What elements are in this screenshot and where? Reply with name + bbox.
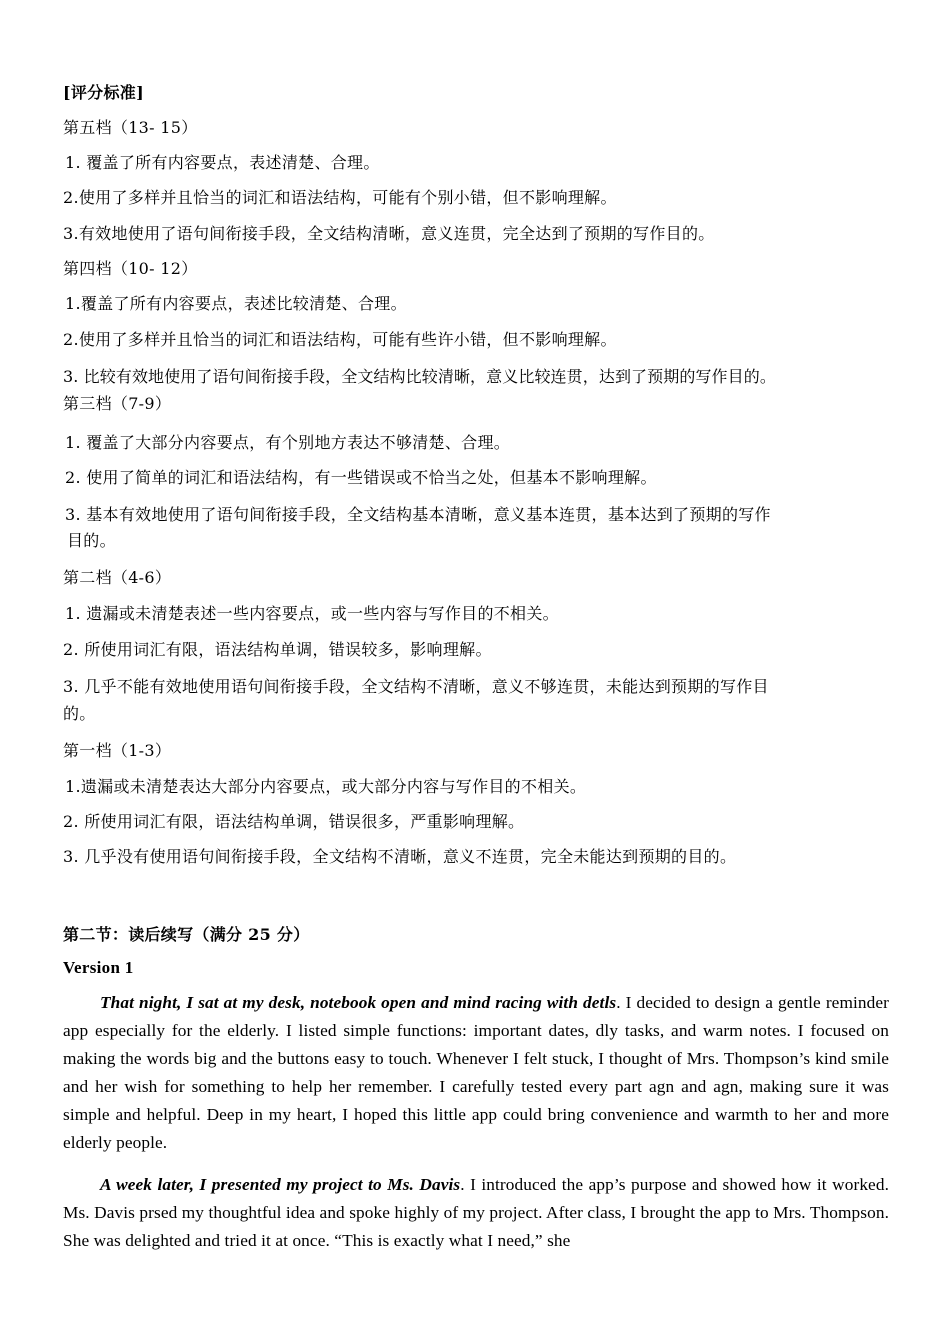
- band-4-item-2: 2.使用了多样并且恰当的词汇和语法结构，可能有些许小错，但不影响理解。: [63, 330, 617, 349]
- band-3-item-1: 1. 覆盖了大部分内容要点，有个别地方表达不够清楚、合理。: [65, 433, 511, 452]
- band-4-item-1: 1.覆盖了所有内容要点，表述比较清楚、合理。: [65, 294, 407, 313]
- essay-paragraph-1: [63, 989, 889, 1157]
- band-3-item-3-cont: 目的。: [67, 531, 116, 550]
- band-3-item-3: 3. 基本有效地使用了语句间衔接手段，全文结构基本清晰，意义基本连贯，基本达到了预期的写作: [65, 505, 771, 524]
- paragraph-1-lead: That night, I sat at my desk, notebook open and mind racing with detls: [100, 993, 617, 1012]
- band-2-item-1: 1. 遗漏或未清楚表述一些内容要点，或一些内容与写作目的不相关。: [65, 604, 559, 623]
- rubric-title: [评分标准]: [63, 83, 144, 102]
- band-5-item-3: 3.有效地使用了语句间衔接手段，全文结构清晰，意义连贯，完全达到了预期的写作目的。: [63, 224, 715, 243]
- paragraph-2-lead: A week later, I presented my project to Ms. Davis: [100, 1175, 461, 1194]
- version-label: Version 1: [63, 958, 134, 977]
- band-3-item-2: 2. 使用了简单的词汇和语法结构，有一些错误或不恰当之处，但基本不影响理解。: [65, 468, 657, 487]
- band-1-item-3: 3. 几乎没有使用语句间衔接手段，全文结构不清晰，意义不连贯，完全未能达到预期的目的。: [63, 847, 737, 866]
- band-2-item-3-cont: 的。: [63, 704, 96, 723]
- essay-paragraph-2: [63, 1171, 889, 1255]
- band-4-item-3: 3. 比较有效地使用了语句间衔接手段，全文结构比较清晰，意义比较连贯，达到了预期的写作目的。: [63, 367, 776, 386]
- band-1-item-1: 1.遗漏或未清楚表达大部分内容要点，或大部分内容与写作目的不相关。: [65, 777, 587, 796]
- paragraph-2-body: . I introduced the app’s purpose and showed how it worked. Ms. Davis prsed my thoughtful idea and spoke highly of my project. After class, I brought the app to Mrs. Thompson. She was delighted and tried it at once. “This is exactly what I need,” she: [63, 1175, 889, 1250]
- band-2-item-3: 3. 几乎不能有效地使用语句间衔接手段，全文结构不清晰，意义不够连贯，未能达到预期的写作目: [63, 677, 769, 696]
- band-4-label: 第四档（10- 12）: [63, 259, 198, 278]
- paragraph-1-body: . I decided to design a gentle reminder app especially for the elderly. I listed simple functions: important dates, dly tasks, and warm notes. I focused on making the words big and the buttons easy to touch. Whenever I felt stuck, I thought of Mrs. Thompson’s kind smile and her wish for something to help her remember. I carefully tested every part agn and agn, making sure it was simple and helpful. Deep in my heart, I hoped this little app could bring convenience and warmth to her and more elderly people.: [63, 993, 889, 1152]
- band-1-item-2: 2. 所使用词汇有限，语法结构单调，错误很多，严重影响理解。: [63, 812, 525, 831]
- band-5-label: 第五档（13- 15）: [63, 118, 198, 137]
- band-2-item-2: 2. 所使用词汇有限，语法结构单调，错误较多，影响理解。: [63, 640, 492, 659]
- band-2-label: 第二档（4-6）: [63, 568, 172, 587]
- band-5-item-1: 1. 覆盖了所有内容要点，表述清楚、合理。: [65, 153, 380, 172]
- band-5-item-2: 2.使用了多样并且恰当的词汇和语法结构，可能有个别小错，但不影响理解。: [63, 188, 617, 207]
- section-title: 第二节：读后续写（满分 25 分）: [63, 925, 310, 944]
- band-3-label: 第三档（7-9）: [63, 394, 172, 413]
- band-1-label: 第一档（1-3）: [63, 741, 172, 760]
